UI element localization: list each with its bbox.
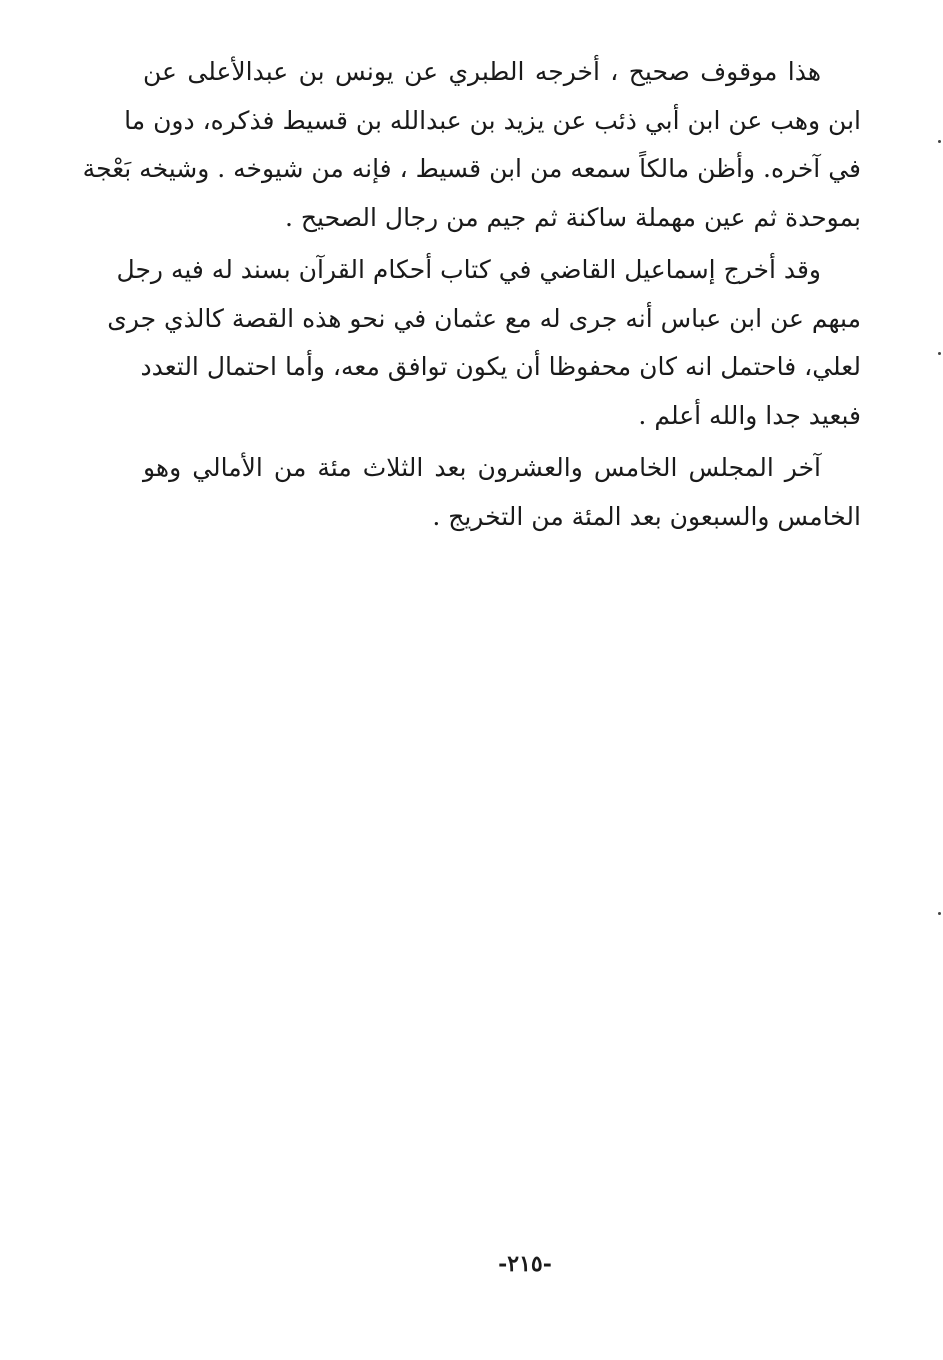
text-line: في آخره. وأظن مالكاً سمعه من ابن قسيط ، فإنه من شيوخه . وشيخه بَعْجة xyxy=(82,154,861,183)
page-number: -٢١٥- xyxy=(498,1251,552,1277)
text-line: آخر المجلس الخامس والعشرون بعد الثلاث مئة من الأمالي وهو xyxy=(143,453,821,482)
margin-mark xyxy=(938,912,941,915)
margin-mark xyxy=(938,352,941,355)
text-line: مبهم عن ابن عباس أنه جرى له مع عثمان في نحو هذه القصة كالذي جرى xyxy=(107,303,861,333)
text-line: ابن وهب عن ابن أبي ذئب عن يزيد بن عبدالله بن قسيط فذكره، دون ما xyxy=(124,105,861,135)
paragraph-3 xyxy=(143,444,861,541)
text-line: وقد أخرج إسماعيل القاضي في كتاب أحكام القرآن بسند له فيه رجل xyxy=(116,255,821,284)
paragraph-1 xyxy=(82,48,861,242)
text-line: لعلي، فاحتمل انه كان محفوظا أن يكون توافق معه، وأما احتمال التعدد xyxy=(140,352,861,381)
text-line: بموحدة ثم عين مهملة ساكنة ثم جيم من رجال الصحيح . xyxy=(285,202,861,232)
text-line: الخامس والسبعون بعد المئة من التخريج . xyxy=(432,501,861,531)
text-line: فبعيد جدا والله أعلم . xyxy=(638,400,861,430)
paragraph-2 xyxy=(107,246,861,440)
text-line: هذا موقوف صحيح ، أخرجه الطبري عن يونس بن عبدالأعلى عن xyxy=(143,57,821,86)
margin-mark xyxy=(938,140,941,143)
body-text xyxy=(82,48,861,545)
